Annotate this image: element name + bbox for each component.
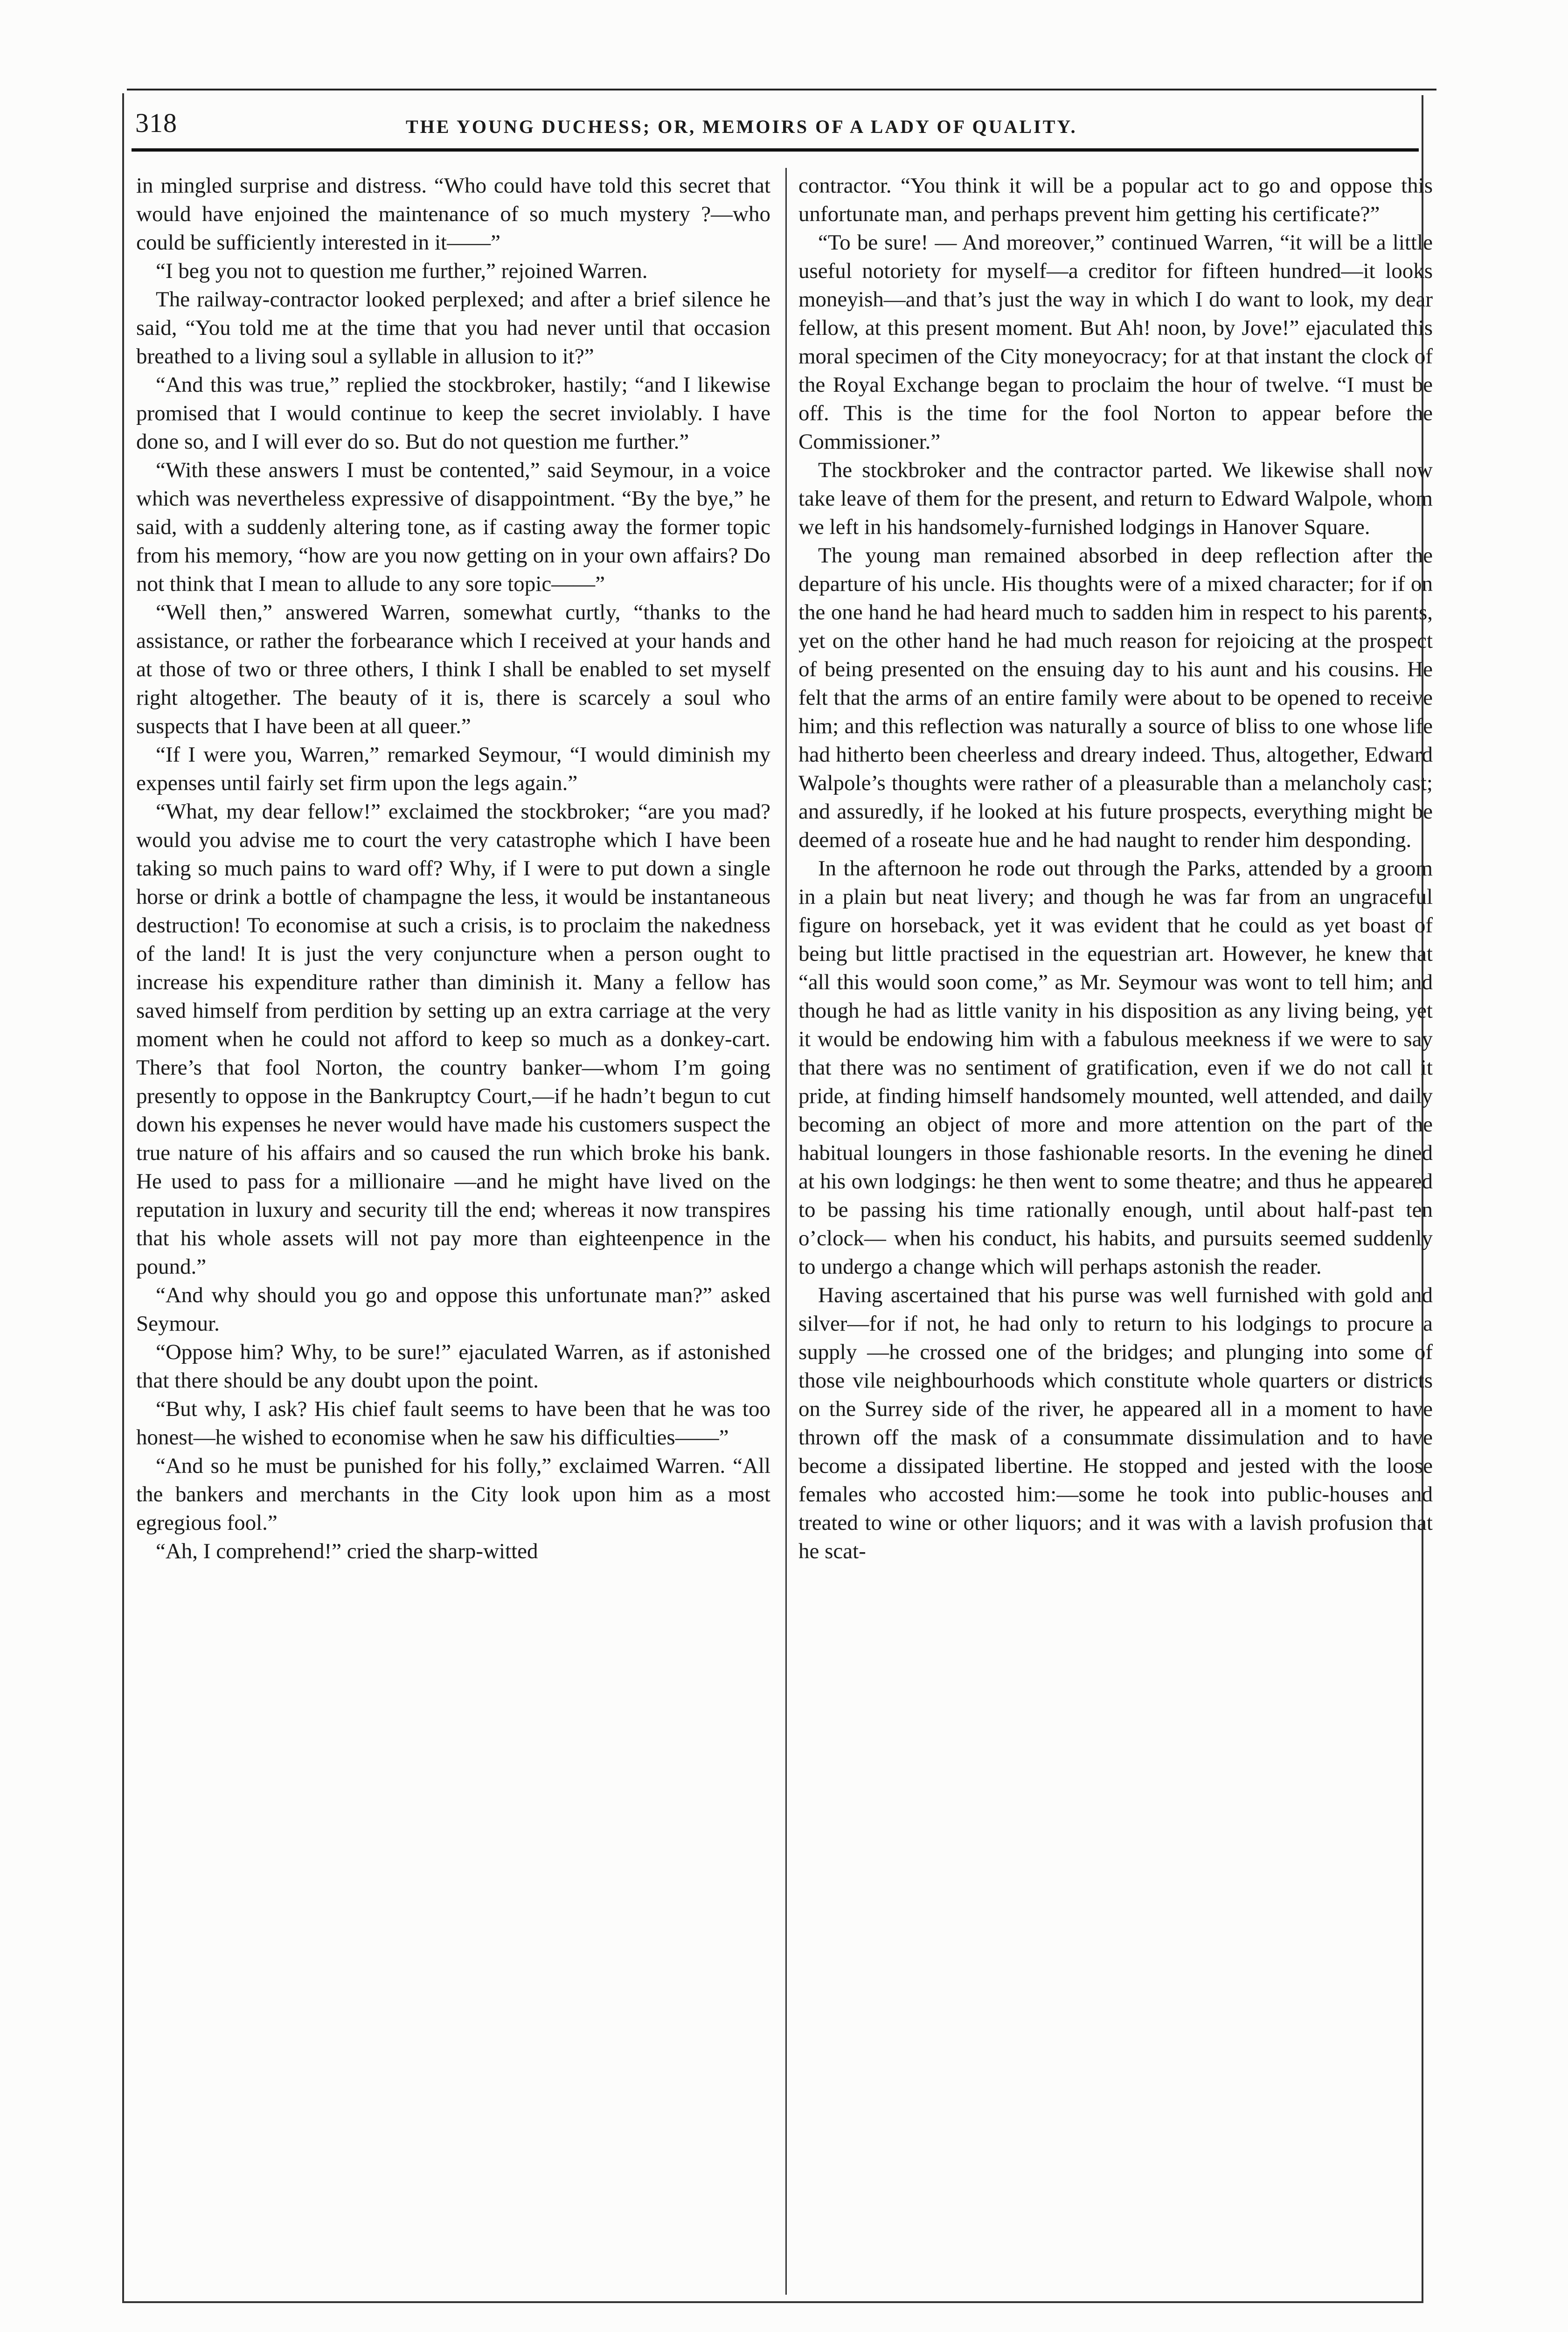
- left-border-rule: [122, 93, 124, 2301]
- paragraph: “And so he must be punished for his folly,” exclaimed Warren. “All the bankers and merchants in the City look upon him as a most egregious fool.”: [136, 1454, 770, 1535]
- page-header: [135, 102, 1413, 144]
- column-divider: [785, 168, 787, 2295]
- header-rule: [132, 148, 1419, 152]
- paragraph: “And why should you go and oppose this unfortunate man?” asked Seymour.: [136, 1283, 770, 1336]
- running-head: THE YOUNG DUCHESS; OR, MEMOIRS OF A LADY OF QUALITY.: [406, 116, 1077, 137]
- paragraph: The stockbroker and the contractor parted. We likewise shall now take leave of them for the present, and return to Edward Walpole, whom we left in his handsomely-furnished lodgings in Hanover Square.: [798, 458, 1433, 539]
- paragraph: The railway-contractor looked perplexed; and after a brief silence he said, “You told me at the time that you had never until that occasion breathed to a living soul a syllable in allusion to it?”: [136, 287, 770, 368]
- right-column: [798, 172, 1433, 2280]
- paragraph: in mingled surprise and distress. “Who could have told this secret that would have enjoined the maintenance of so much mystery ?—who could be sufficiently interested in it——”: [136, 174, 770, 255]
- paragraph: “Ah, I comprehend!” cried the sharp-witted: [156, 1539, 538, 1563]
- paragraph: “If I were you, Warren,” remarked Seymour, “I would diminish my expenses until fairly set firm upon the legs again.”: [136, 743, 770, 795]
- paragraph: The young man remained absorbed in deep reflection after the departure of his uncle. His thoughts were of a mixed character; for if on the one hand he had heard much to sadden him in respect to his parents, yet on the other hand he had much reason for rejoicing at the prospect of being presented on the ensuing day to his aunt and his cousins. He felt that the arms of an entire family were about to be opened to receive him; and this reflection was naturally a source of bliss to one whose life had hitherto been cheerless and dreary indeed. Thus, altogether, Edward Walpole’s thoughts were rather of a pleasurable than a melancholy cast; and assuredly, if he looked at his future prospects, everything might be deemed of a roseate hue and he had naught to render him desponding.: [798, 543, 1433, 852]
- page-number: 318: [135, 108, 177, 138]
- paragraph: “Well then,” answered Warren, somewhat curtly, “thanks to the assistance, or rather the forbearance which I received at your hands and at those of two or three others, I think I shall be enabled to set myself right altogether. The beauty of it is, there is scarcely a soul who suspects that I have been at all queer.”: [136, 600, 770, 738]
- paragraph: “And this was true,” replied the stockbroker, hastily; “and I likewise promised that I would continue to keep the secret inviolably. I have done so, and I will ever do so. But do not question me further.”: [136, 373, 770, 454]
- left-column: [136, 172, 770, 2280]
- paragraph: “I beg you not to question me further,” rejoined Warren.: [156, 259, 648, 283]
- bottom-border-rule: [122, 2301, 1423, 2303]
- paragraph: “What, my dear fellow!” exclaimed the stockbroker; “are you mad? would you advise me to court the very catastrophe which I have been taking so much pains to ward off? Why, if I were to put down a single horse or drink a bottle of champagne the less, it would be instantaneous destruction! To economise at such a crisis, is to proclaim the nakedness of the land! It is just the very conjuncture when a person ought to increase his expenditure rather than diminish it. Many a fellow has saved himself from perdition by setting up an extra carriage at the very moment when he could not afford to keep so much as a donkey-cart. There’s that fool Norton, the country banker—whom I’m going presently to oppose in the Bankruptcy Court,—if he hadn’t begun to cut down his expenses he never would have made his customers suspect the true nature of his affairs and so caused the run which broke his bank. He used to pass for a millionaire —and he might have lived on the reputation in luxury and security till the end; whereas it now transpires that his whole assets will not pay more than eighteenpence in the pound.”: [136, 799, 770, 1279]
- top-border-rule: [127, 89, 1436, 90]
- paragraph: “To be sure! — And moreover,” continued Warren, “it will be a little useful notoriety for myself—a creditor for fifteen hundred—it looks moneyish—and that’s just the way in which I do want to look, my dear fellow, at this present moment. But Ah! noon, by Jove!” ejaculated this moral specimen of the City moneyocracy; for at that instant the clock of the Royal Exchange began to proclaim the hour of twelve. “I must be off. This is the time for the fool Norton to appear before the Commissioner.”: [798, 230, 1433, 454]
- paragraph: “Oppose him? Why, to be sure!” ejaculated Warren, as if astonished that there should be any doubt upon the point.: [136, 1340, 770, 1393]
- paragraph: contractor. “You think it will be a popular act to go and oppose this unfortunate man, and perhaps prevent him getting his certificate?”: [798, 174, 1433, 226]
- paragraph: In the afternoon he rode out through the Parks, attended by a groom in a plain but neat livery; and though he was far from an ungraceful figure on horseback, yet it was evident that he could as yet boast of being but little practised in the equestrian art. However, he knew that “all this would soon come,” as Mr. Seymour was wont to tell him; and though he had as little vanity in his disposition as any living being, yet it would be endowing him with a fabulous meekness if we were to say that there was no sentiment of gratification, even if we do not call it pride, at finding himself handsomely mounted, well attended, and daily becoming an object of more and more attention on the part of the habitual loungers in those fashionable resorts. In the evening he dined at his own lodgings: he then went to some theatre; and thus he appeared to be passing his time rationally enough, until about half-past ten o’clock— when his conduct, his habits, and pursuits seemed suddenly to undergo a change which will perhaps astonish the reader.: [798, 856, 1433, 1279]
- paragraph: “But why, I ask? His chief fault seems to have been that he was too honest—he wished to economise when he saw his difficulties——”: [136, 1397, 770, 1450]
- paragraph: Having ascertained that his purse was well furnished with gold and silver—for if not, he had only to return to his lodgings to procure a supply —he crossed one of the bridges; and plunging into some of those vile neighbourhoods which constitute whole quarters or districts on the Surrey side of the river, he appeared all in a moment to have thrown off the mask of a consummate dissimulation and to have become a dissipated libertine. He stopped and jested with the loose females who accosted him:—some he took into public-houses and treated to wine or other liquors; and it was with a lavish profusion that he scat-: [798, 1283, 1433, 1563]
- paragraph: “With these answers I must be contented,” said Seymour, in a voice which was nevertheless expressive of disappointment. “By the bye,” he said, with a suddenly altering tone, as if casting away the former topic from his memory, “how are you now getting on in your own affairs? Do not think that I mean to allude to any sore topic——”: [136, 458, 770, 596]
